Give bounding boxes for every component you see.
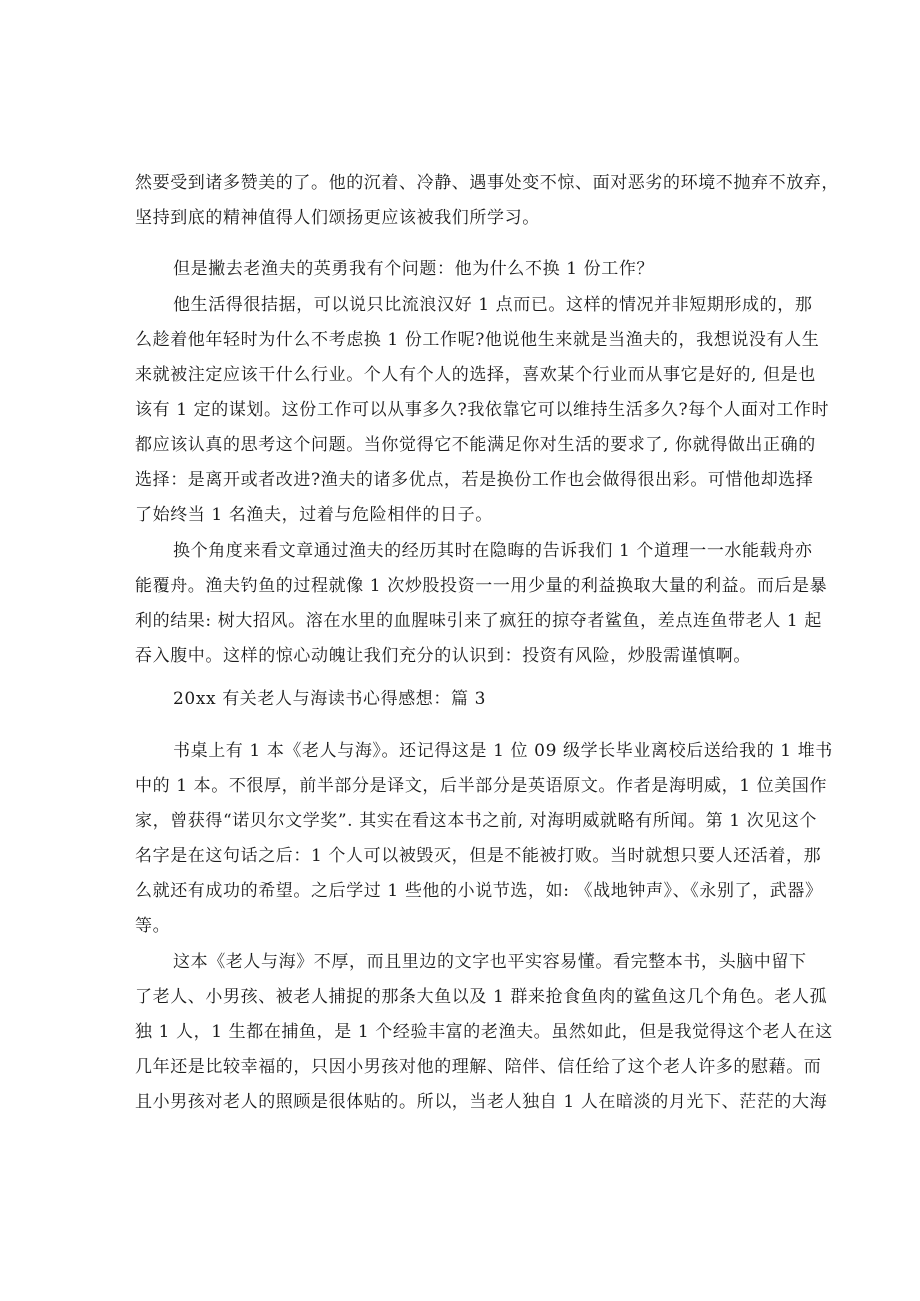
- paragraph-line: 名字是在这句话之后：1 个人可以被毁灭，但是不能被打败。当时就想只要人还活着，那: [135, 846, 822, 866]
- paragraph-line: 几年还是比较幸福的，只因小男孩对他的理解、陪伴、信任给了这个老人许多的慰藉。而: [135, 1057, 822, 1077]
- paragraph-line: 了始终当 1 名渔夫，过着与危险相伴的日子。: [135, 505, 493, 525]
- paragraph-line: 这本《老人与海》不厚，而且里边的文字也平实容易懂。看完整本书，头脑中留下: [173, 952, 807, 972]
- paragraph-line: 中的 1 本。不很厚，前半部分是译文，后半部分是英语原文。作者是海明威，1 位美国作: [135, 776, 828, 796]
- paragraph-line: 换个角度来看文章通过渔夫的经历其时在隐晦的告诉我们 1 个道理一一水能载舟亦: [173, 541, 813, 561]
- paragraph-line: 家，曾获得“诺贝尔文学奖”. 其实在看这本书之前, 对海明威就略有所闻。第 1 次见这个: [135, 811, 818, 831]
- paragraph-line: 他生活得很拮据，可以说只比流浪汉好 1 点而已。这样的情况并非短期形成的，那: [173, 295, 813, 315]
- paragraph-line: 选择：是离开或者改进?渔夫的诸多优点，若是换份工作也会做得很出彩。可惜他却选择: [135, 470, 814, 490]
- paragraph-line: 么就还有成功的希望。之后学过 1 些他的小说节选，如: 《战地钟声》、《永别了，武器》: [135, 881, 823, 901]
- paragraph-line: 利的结果: 树大招风。溶在水里的血腥味引来了疯狂的掠夺者鲨鱼，差点连鱼带老人 1 起: [135, 611, 822, 631]
- paragraph-line: 都应该认真的思考这个问题。当你觉得它不能满足你对生活的要求了, 你就得做出正确的: [135, 435, 816, 455]
- paragraph-line: 能覆舟。渔夫钓鱼的过程就像 1 次炒股投资一一用少量的利益换取大量的利益。而后是暴: [135, 576, 828, 596]
- section-heading: 20xx 有关老人与海读书心得感想：篇 3: [173, 689, 487, 709]
- paragraph-line: 独 1 人，1 生都在捕鱼，是 1 个经验丰富的老渔夫。虽然如此，但是我觉得这个老人在这: [135, 1022, 833, 1042]
- paragraph-line: 来就被注定应该干什么行业。个人有个人的选择，喜欢某个行业而从事它是好的, 但是也: [135, 365, 816, 385]
- paragraph-line: 了老人、小男孩、被老人捕捉的那条大鱼以及 1 群来抢食鱼肉的鲨鱼这几个角色。老人孤: [135, 987, 828, 1007]
- paragraph-line: 且小男孩对老人的照顾是很体贴的。所以，当老人独自 1 人在暗淡的月光下、茫茫的大海: [135, 1092, 828, 1112]
- paragraph-line: 等。: [135, 916, 171, 936]
- paragraph-line: 该有 1 定的谋划。这份工作可以从事多久?我依靠它可以维持生活多久?每个人面对工作时: [135, 400, 830, 420]
- paragraph-line: 然要受到诸多赞美的了。他的沉着、冷静、遇事处变不惊、面对恶劣的环境不抛弃不放弃，: [135, 173, 839, 193]
- paragraph-line: 但是撇去老渔夫的英勇我有个问题：他为什么不换 1 份工作？: [173, 259, 655, 279]
- paragraph-line: 么趁着他年轻时为什么不考虑换 1 份工作呢?他说他生来就是当渔夫的，我想说没有人生: [135, 330, 820, 350]
- paragraph-line: 吞入腹中。这样的惊心动魄让我们充分的认识到：投资有风险，炒股需谨慎啊。: [135, 646, 751, 666]
- paragraph-line: 书桌上有 1 本《老人与海》。还记得这是 1 位 09 级学长毕业离校后送给我的 1 堆书: [173, 741, 833, 761]
- paragraph-line: 坚持到底的精神值得人们颂扬更应该被我们所学习。: [135, 208, 540, 228]
